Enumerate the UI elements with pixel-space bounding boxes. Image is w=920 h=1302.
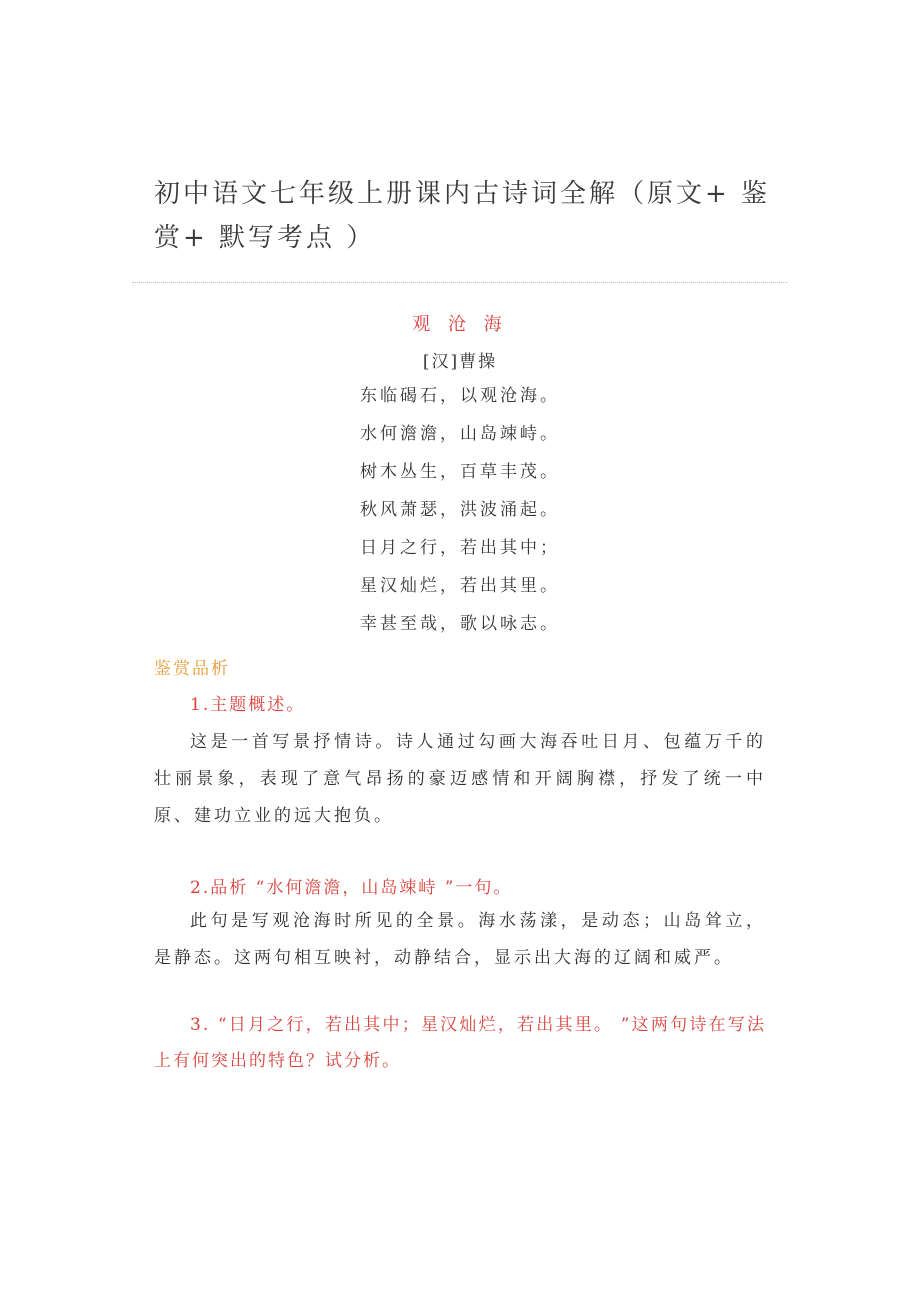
- question-3: 3. “日月之行，若出其中；星汉灿烂，若出其里。 ”这两句诗在写法上有何突出的特色？试分析。: [154, 1015, 766, 1071]
- question-2: 2.品析 “水何澹澹，山岛竦峙 ”一句。: [190, 878, 513, 898]
- title-divider: [132, 282, 788, 283]
- answer-2: 此句是写观沧海时所见的全景。海水荡漾，是动态；山岛耸立，是静态。这两句相互映衬，动静结合，显示出大海的辽阔和威严。: [154, 911, 766, 968]
- document-title: 初中语文七年级上册课内古诗词全解（原文+ 鉴赏+ 默写考点 ）: [154, 179, 771, 253]
- poem-line: 幸甚至哉，歌以咏志。: [360, 614, 560, 634]
- poem-line: 星汉灿烂，若出其里。: [360, 576, 560, 596]
- poem-line: 水何澹澹，山岛竦峙。: [360, 424, 560, 444]
- poem-body: [0, 382, 920, 648]
- poem-line: 秋风萧瑟，洪波涌起。: [360, 500, 560, 520]
- poem-author: [汉]曹操: [422, 352, 498, 372]
- answer-1: 这是一首写景抒情诗。诗人通过勾画大海吞吐日月、包蕴万千的壮丽景象，表现了意气昂扬的豪迈感情和开阔胸襟，抒发了统一中原、建功立业的远大抱负。: [154, 732, 766, 826]
- poem-line: 树木丛生，百草丰茂。: [360, 462, 560, 482]
- appreciation-heading: 鉴赏品析: [154, 659, 230, 679]
- poem-line: 日月之行，若出其中；: [360, 538, 560, 558]
- poem-line: 东临碣石，以观沧海。: [360, 386, 560, 406]
- question-1: 1.主题概述。: [190, 695, 306, 715]
- poem-title: 观 沧 海: [412, 314, 508, 335]
